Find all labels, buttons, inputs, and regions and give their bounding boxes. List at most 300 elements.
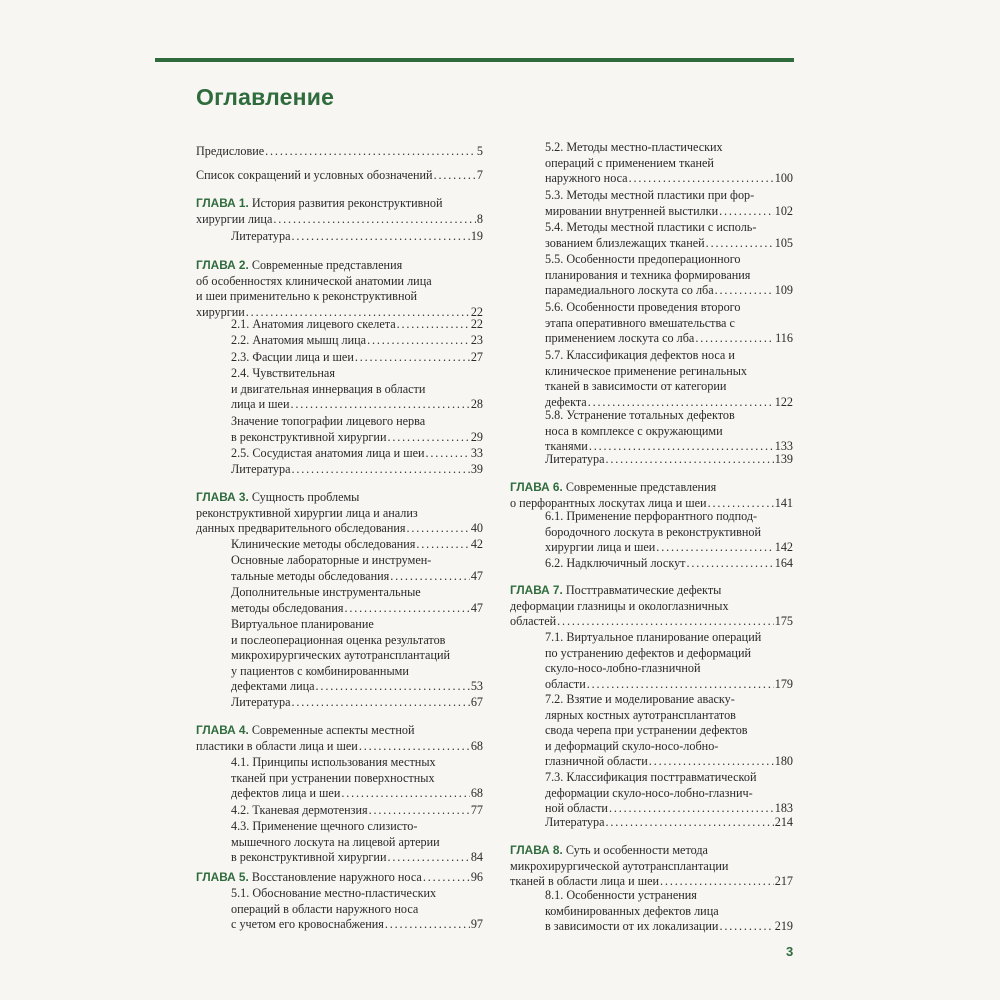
- toc-title-text: парамедиального лоскута со лба: [545, 283, 714, 298]
- toc-line: [545, 220, 793, 236]
- toc-title-text: 2.5. Сосудистая анатомия лица и шеи: [231, 446, 425, 460]
- toc-title-text: наружного носа: [545, 171, 628, 186]
- toc-line: [231, 462, 483, 478]
- toc-title-text: деформации скуло-носо-лобно-глазнич-: [545, 785, 753, 800]
- toc-page-number: 219: [774, 919, 793, 934]
- toc-chapter-entry: [510, 480, 793, 511]
- toc-title-text: хирургии лица и шеи: [545, 540, 656, 555]
- toc-entry: [231, 585, 483, 616]
- toc-title-text: 4.3. Применение щечного слизисто-: [231, 819, 418, 833]
- toc-line: [545, 236, 793, 252]
- toc-entry: [231, 886, 483, 933]
- toc-chapter-entry: [196, 196, 483, 227]
- toc-line: [510, 614, 793, 630]
- toc-entry: [231, 317, 483, 333]
- toc-line: [231, 446, 483, 462]
- dot-leader: [291, 695, 469, 711]
- toc-title-text: бородочного лоскута в реконструктивной: [545, 524, 761, 539]
- dot-leader: [423, 870, 470, 886]
- dot-leader: [265, 144, 476, 160]
- toc-title-text: реконструктивной хирургии лица и анализ: [196, 505, 418, 520]
- toc-entry: [196, 168, 483, 184]
- toc-title-text: Посттравматические дефекты: [565, 583, 722, 597]
- toc-line: [196, 521, 483, 537]
- toc-line: [231, 601, 483, 617]
- toc-title-text: тканей при устранении поверхностных: [231, 770, 435, 785]
- toc-line: [545, 252, 793, 268]
- toc-page-number: 40: [470, 521, 483, 536]
- toc-title-text: лица и шеи: [231, 397, 290, 412]
- toc-page-number: 105: [774, 235, 793, 250]
- toc-line: [231, 430, 483, 446]
- toc-title-text: Сущность проблемы: [251, 490, 360, 504]
- toc-chapter-entry: [196, 258, 483, 320]
- toc-page-number: 7: [476, 168, 483, 182]
- toc-line: [196, 274, 483, 290]
- toc-title-text: в зависимости от их локализации: [545, 919, 719, 934]
- toc-title-text: Значение топографии лицевого нерва: [231, 414, 426, 428]
- toc-entry: [545, 509, 793, 556]
- toc-line: [545, 630, 793, 646]
- toc-title-text: 5.4. Методы местной пластики с исполь-: [545, 220, 757, 234]
- toc-line: [231, 350, 483, 366]
- toc-line: [545, 770, 793, 786]
- dot-leader: [605, 452, 773, 468]
- dot-leader: [587, 677, 774, 693]
- dot-leader: [359, 739, 470, 755]
- dot-leader: [656, 540, 773, 556]
- toc-line: [231, 886, 483, 902]
- dot-leader: [557, 614, 774, 630]
- toc-title-text: 5.8. Устранение тотальных дефектов: [545, 408, 735, 422]
- toc-page-number: 53: [470, 679, 483, 694]
- toc-line: [231, 585, 483, 601]
- toc-chapter-entry: [510, 583, 793, 630]
- toc-title-text: 5.7. Классификация дефектов носа и: [545, 348, 735, 362]
- toc-entry: [231, 446, 483, 462]
- toc-title-text: с учетом его кровоснабжения: [231, 917, 384, 932]
- header-rule: [155, 58, 794, 62]
- toc-line: [545, 379, 793, 395]
- toc-entry: [545, 888, 793, 935]
- toc-line: [231, 917, 483, 933]
- dot-leader: [367, 333, 470, 349]
- toc-page-number: 97: [470, 917, 483, 932]
- dot-leader: [344, 601, 469, 617]
- toc-entry: [545, 770, 793, 817]
- toc-page-number: 133: [774, 439, 793, 454]
- toc-line: [545, 300, 793, 316]
- toc-title-text: пластики в области лица и шеи: [196, 738, 358, 753]
- toc-line: [545, 171, 793, 187]
- dot-leader: [406, 521, 469, 537]
- toc-line: [545, 739, 793, 755]
- page-number: 3: [786, 944, 794, 959]
- toc-line: [545, 204, 793, 220]
- toc-line: [231, 850, 483, 866]
- toc-title-text: 2.3. Фасции лица и шеи: [231, 350, 354, 364]
- toc-title-text: глазничной области: [545, 754, 648, 769]
- toc-title-text: 6.1. Применение перфорантного подпод-: [545, 509, 758, 523]
- toc-line: [545, 786, 793, 802]
- toc-entry: [545, 300, 793, 347]
- toc-page-number: 116: [775, 331, 793, 346]
- toc-entry: [231, 333, 483, 349]
- toc-page-number: 47: [470, 600, 483, 615]
- toc-title-text: лярных костных аутотрансплантатов: [545, 707, 736, 722]
- toc-line: [231, 819, 483, 835]
- dot-leader: [290, 397, 469, 413]
- toc-title-text: Дополнительные инструментальные: [231, 585, 421, 599]
- toc-title-text: Современные аспекты местной: [251, 723, 415, 737]
- toc-page-number: 22: [470, 304, 483, 319]
- toc-title-text: 8.1. Особенности устранения: [545, 888, 697, 902]
- toc-entry: [231, 617, 483, 695]
- toc-page-number: 175: [774, 614, 793, 629]
- toc-entry: [231, 553, 483, 584]
- toc-page-number: 19: [470, 229, 483, 243]
- dot-leader: [387, 850, 469, 866]
- toc-entry: [231, 414, 483, 445]
- toc-title-text: дефекта: [545, 394, 587, 409]
- toc-line: [510, 480, 793, 496]
- toc-line: [231, 382, 483, 398]
- toc-title-text: комбинированных дефектов лица: [545, 903, 719, 918]
- toc-entry: [231, 462, 483, 478]
- toc-line: [545, 692, 793, 708]
- toc-line: [231, 553, 483, 569]
- toc-line: [545, 509, 793, 525]
- toc-title-text: Литература: [545, 815, 605, 829]
- toc-entry: [545, 556, 793, 572]
- toc-page-number: 27: [470, 350, 483, 364]
- toc-title-text: в реконструктивной хирургии: [231, 850, 387, 865]
- toc-line: [545, 408, 793, 424]
- toc-page-number: 217: [774, 874, 793, 889]
- toc-title-text: операций в области наружного носа: [231, 901, 419, 916]
- toc-line: [231, 397, 483, 413]
- toc-page-number: 141: [774, 495, 793, 510]
- dot-leader: [387, 430, 469, 446]
- dot-leader: [355, 350, 470, 366]
- chapter-label: ГЛАВА 4.: [196, 723, 249, 737]
- toc-line: [231, 617, 483, 633]
- toc-title-text: 2.2. Анатомия мышц лица: [231, 333, 367, 347]
- toc-line: [196, 723, 483, 739]
- dot-leader: [341, 786, 469, 802]
- toc-title-text: планирования и техника формирования: [545, 267, 751, 282]
- toc-line: [231, 569, 483, 585]
- toc-title-text: микрохирургических аутотрансплантаций: [231, 648, 451, 663]
- toc-line: [545, 364, 793, 380]
- toc-title-text: мышечного лоскута на лицевой артерии: [231, 834, 440, 849]
- toc-line: [545, 754, 793, 770]
- toc-page-number: 100: [774, 171, 793, 186]
- toc-entry: [231, 366, 483, 413]
- toc-title-text: применением лоскута со лба: [545, 331, 695, 346]
- toc-page-number: 42: [470, 537, 483, 551]
- toc-line: [545, 556, 793, 572]
- dot-leader: [390, 569, 470, 585]
- toc-title-text: Современные представления: [251, 258, 403, 272]
- toc-line: [231, 786, 483, 802]
- toc-title-text: о перфорантных лоскутах лица и шеи: [510, 495, 707, 510]
- toc-line: [545, 540, 793, 556]
- toc-entry: [545, 140, 793, 187]
- toc-title-text: хирургии лица: [196, 211, 273, 226]
- toc-title-text: Список сокращений и условных обозначений: [196, 168, 433, 182]
- toc-title-text: по устранению дефектов и деформаций: [545, 645, 751, 660]
- toc-line: [196, 506, 483, 522]
- toc-title-text: 5.2. Методы местно-пластических: [545, 140, 723, 154]
- chapter-label: ГЛАВА 2.: [196, 258, 249, 272]
- toc-title-text: 7.1. Виртуальное планирование операций: [545, 630, 762, 644]
- toc-page-number: 68: [470, 786, 483, 801]
- toc-entry: [196, 144, 483, 160]
- toc-line: [231, 664, 483, 680]
- toc-title-text: Современные представления: [565, 480, 717, 494]
- toc-title-text: 4.2. Тканевая дермотензия: [231, 803, 368, 817]
- chapter-label: ГЛАВА 7.: [510, 583, 563, 597]
- toc-line: [231, 755, 483, 771]
- toc-entry: [231, 350, 483, 366]
- toc-title-text: скуло-носо-лобно-глазничной: [545, 661, 701, 676]
- toc-line: [510, 583, 793, 599]
- toc-line: [545, 723, 793, 739]
- toc-page-number: 22: [470, 317, 483, 331]
- toc-line: [545, 815, 793, 831]
- toc-chapter-entry: [196, 870, 483, 886]
- dot-leader: [715, 283, 774, 299]
- toc-line: [510, 599, 793, 615]
- dot-leader: [649, 754, 774, 770]
- dot-leader: [426, 446, 470, 462]
- chapter-label: ГЛАВА 8.: [510, 843, 563, 857]
- toc-line: [231, 333, 483, 349]
- toc-chapter-entry: [196, 723, 483, 754]
- toc-page-number: 47: [470, 568, 483, 583]
- toc-line: [545, 316, 793, 332]
- toc-title-text: областей: [510, 614, 557, 629]
- dot-leader: [719, 204, 774, 220]
- toc-line: [545, 525, 793, 541]
- toc-entry: [231, 819, 483, 866]
- dot-leader: [291, 462, 469, 478]
- toc-title-text: и шеи применительно к реконструктивной: [196, 289, 418, 304]
- toc-line: [545, 140, 793, 156]
- toc-line: [545, 188, 793, 204]
- toc-page-number: 68: [470, 738, 483, 753]
- toc-title-text: Суть и особенности метода: [565, 843, 708, 857]
- toc-title-text: Основные лабораторные и инструмен-: [231, 553, 432, 567]
- toc-line: [545, 708, 793, 724]
- toc-title-text: Литература: [231, 229, 291, 243]
- toc-title-text: 5.1. Обоснование местно-пластических: [231, 886, 437, 900]
- toc-entry: [231, 229, 483, 245]
- toc-line: [231, 229, 483, 245]
- toc-entry: [231, 803, 483, 819]
- toc-title-text: 5.6. Особенности проведения второго: [545, 300, 741, 314]
- toc-line: [545, 331, 793, 347]
- toc-title-text: и двигательная иннервация в области: [231, 381, 426, 396]
- toc-title-text: Клинические методы обследования: [231, 537, 416, 551]
- toc-title-text: Виртуальное планирование: [231, 617, 374, 631]
- toc-page-number: 77: [470, 803, 483, 817]
- toc-entry: [545, 815, 793, 831]
- toc-title-text: Литература: [545, 452, 605, 466]
- toc-page-number: 67: [470, 695, 483, 709]
- toc-title-text: свода черепа при устранении дефектов: [545, 723, 748, 738]
- page-title: Оглавление: [196, 84, 335, 110]
- toc-line: [196, 490, 483, 506]
- dot-leader: [629, 171, 774, 187]
- toc-title-text: дефектами лица: [231, 679, 315, 694]
- toc-title-text: области: [545, 676, 586, 691]
- dot-leader: [416, 537, 469, 553]
- dot-leader: [434, 168, 476, 184]
- toc-title-text: клиническое применение регинальных: [545, 363, 748, 378]
- toc-line: [196, 258, 483, 274]
- toc-line: [196, 168, 483, 184]
- toc-line: [196, 144, 483, 160]
- toc-title-text: носа в комплексе с окружающими: [545, 423, 723, 438]
- toc-line: [231, 537, 483, 553]
- toc-page-number: 180: [774, 754, 793, 769]
- toc-title-text: мировании внутренней выстилки: [545, 203, 719, 218]
- toc-line: [545, 661, 793, 677]
- toc-entry: [545, 188, 793, 219]
- toc-entry: [545, 348, 793, 410]
- toc-line: [231, 648, 483, 664]
- toc-title-text: 4.1. Принципы использования местных: [231, 755, 436, 769]
- toc-line: [196, 196, 483, 212]
- toc-title-text: методы обследования: [231, 600, 344, 615]
- dot-leader: [605, 815, 773, 831]
- toc-line: [545, 677, 793, 693]
- toc-page-number: 142: [774, 540, 793, 555]
- toc-page-number: 102: [774, 203, 793, 218]
- toc-title-text: и деформаций скуло-носо-лобно-: [545, 738, 719, 753]
- toc-entry: [231, 755, 483, 802]
- dot-leader: [687, 556, 774, 572]
- toc-title-text: деформации глазницы и окологлазничных: [510, 598, 729, 613]
- toc-line: [231, 679, 483, 695]
- toc-line: [231, 414, 483, 430]
- toc-title-text: Восстановление наружного носа: [251, 870, 422, 884]
- toc-title-text: История развития реконструктивной: [251, 196, 443, 210]
- toc-line: [510, 843, 793, 859]
- toc-title-text: 2.1. Анатомия лицевого скелета: [231, 317, 396, 331]
- toc-line: [545, 904, 793, 920]
- toc-title-text: у пациентов с комбинированными: [231, 663, 409, 678]
- dot-leader: [695, 331, 774, 347]
- toc-page-number: 96: [470, 870, 483, 884]
- toc-line: [231, 633, 483, 649]
- toc-entry: [231, 537, 483, 553]
- toc-title-text: тканями: [545, 439, 588, 454]
- toc-title-text: хирургии: [196, 304, 245, 319]
- toc-title-text: микрохирургической аутотрансплантации: [510, 858, 729, 873]
- toc-entry: [545, 452, 793, 468]
- toc-title-text: 5.5. Особенности предоперационного: [545, 252, 741, 266]
- dot-leader: [369, 803, 470, 819]
- toc-line: [231, 803, 483, 819]
- toc-title-text: 2.4. Чувствительная: [231, 366, 335, 380]
- toc-page-number: 139: [774, 452, 793, 466]
- toc-line: [196, 212, 483, 228]
- toc-line: [231, 771, 483, 787]
- toc-line: [231, 317, 483, 333]
- toc-title-text: зованием близлежащих тканей: [545, 235, 705, 250]
- toc-line: [231, 835, 483, 851]
- toc-line: [231, 366, 483, 382]
- toc-title-text: тальные методы обследования: [231, 568, 390, 583]
- toc-title-text: 7.3. Классификация посттравматической: [545, 770, 757, 784]
- toc-title-text: тканей в области лица и шеи: [510, 874, 660, 889]
- toc-title-text: дефектов лица и шеи: [231, 786, 341, 801]
- toc-title-text: об особенностях клинической анатомии лица: [196, 273, 432, 288]
- dot-leader: [291, 229, 469, 245]
- toc-line: [231, 695, 483, 711]
- dot-leader: [316, 679, 470, 695]
- toc-chapter-entry: [510, 843, 793, 890]
- toc-title-text: операций с применением тканей: [545, 155, 714, 170]
- dot-leader: [706, 236, 774, 252]
- chapter-label: ГЛАВА 3.: [196, 490, 249, 504]
- toc-entry: [545, 630, 793, 692]
- toc-title-text: 6.2. Надключичный лоскут: [545, 556, 686, 570]
- toc-line: [545, 888, 793, 904]
- toc-line: [510, 859, 793, 875]
- toc-page-number: 23: [470, 333, 483, 347]
- toc-title-text: данных предварительного обследования: [196, 521, 406, 536]
- dot-leader: [273, 212, 476, 228]
- toc-line: [545, 268, 793, 284]
- toc-page-number: 8: [476, 211, 483, 226]
- toc-title-text: Предисловие: [196, 144, 265, 158]
- toc-entry: [545, 220, 793, 251]
- toc-line: [545, 424, 793, 440]
- toc-title-text: Литература: [231, 695, 291, 709]
- toc-page-number: 214: [774, 815, 793, 829]
- toc-page-number: 28: [470, 397, 483, 412]
- toc-line: [545, 919, 793, 935]
- toc-chapter-entry: [196, 490, 483, 537]
- toc-page-number: 29: [470, 429, 483, 444]
- toc-page-number: 109: [774, 283, 793, 298]
- toc-title-text: 5.3. Методы местной пластики при фор-: [545, 188, 755, 202]
- toc-page-number: 164: [774, 556, 793, 570]
- toc-line: [545, 156, 793, 172]
- toc-line: [196, 870, 483, 886]
- chapter-label: ГЛАВА 5.: [196, 870, 249, 884]
- dot-leader: [397, 317, 470, 333]
- toc-line: [545, 348, 793, 364]
- toc-entry: [545, 408, 793, 455]
- toc-page-number: 84: [470, 850, 483, 865]
- toc-title-text: в реконструктивной хирургии: [231, 429, 387, 444]
- toc-entry: [545, 252, 793, 299]
- toc-page-number: 122: [774, 394, 793, 409]
- toc-title-text: ной области: [545, 801, 608, 816]
- chapter-label: ГЛАВА 1.: [196, 196, 249, 210]
- toc-line: [196, 739, 483, 755]
- toc-line: [231, 902, 483, 918]
- toc-line: [196, 289, 483, 305]
- toc-title-text: этапа оперативного вмешательства с: [545, 315, 735, 330]
- toc-page-number: 179: [774, 676, 793, 691]
- toc-page-number: 183: [774, 801, 793, 816]
